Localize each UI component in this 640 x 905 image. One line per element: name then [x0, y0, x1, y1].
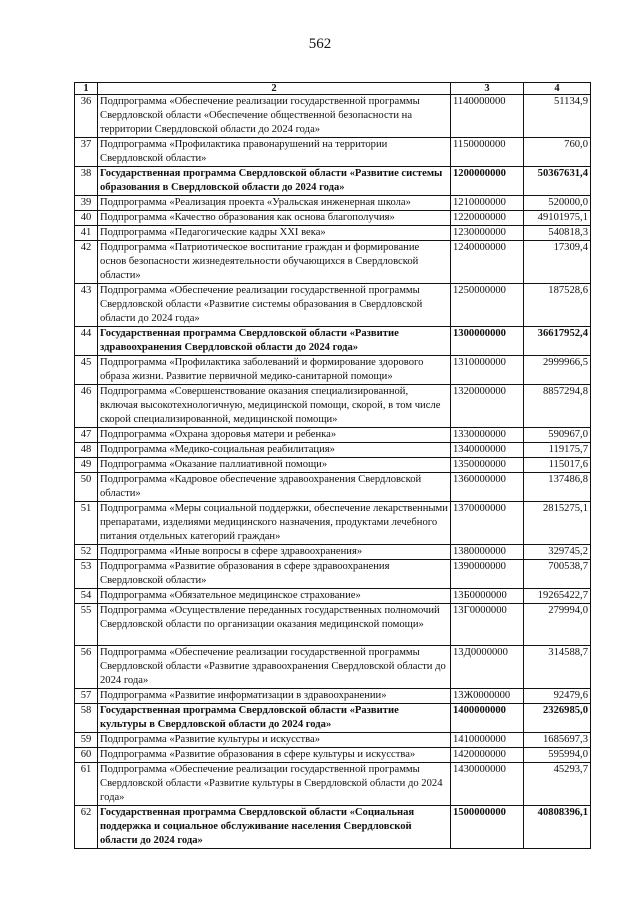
row-amount: 36617952,4 — [524, 327, 591, 356]
row-code: 1250000000 — [451, 284, 524, 327]
row-name: Подпрограмма «Развитие образования в сфере культуры и искусства» — [98, 748, 451, 763]
row-number: 42 — [75, 241, 98, 284]
row-number: 43 — [75, 284, 98, 327]
row-number: 48 — [75, 443, 98, 458]
row-amount: 17309,4 — [524, 241, 591, 284]
row-number: 59 — [75, 733, 98, 748]
row-number: 39 — [75, 196, 98, 211]
table-row — [75, 689, 591, 704]
row-amount: 700538,7 — [524, 560, 591, 589]
table-row — [75, 763, 591, 806]
row-number: 37 — [75, 138, 98, 167]
row-name: Подпрограмма «Реализация проекта «Уральская инженерная школа» — [98, 196, 451, 211]
row-code: 1340000000 — [451, 443, 524, 458]
row-code: 1220000000 — [451, 211, 524, 226]
row-number: 54 — [75, 589, 98, 604]
row-name: Подпрограмма «Развитие информатизации в здравоохранении» — [98, 689, 451, 704]
row-name: Подпрограмма «Обеспечение реализации государственной программы Свердловской области «Развитие здравоохранения Свердловской области до 2024 года» — [98, 646, 451, 689]
row-name: Подпрограмма «Развитие культуры и искусства» — [98, 733, 451, 748]
row-number: 38 — [75, 167, 98, 196]
row-number: 52 — [75, 545, 98, 560]
row-code: 1240000000 — [451, 241, 524, 284]
row-number: 40 — [75, 211, 98, 226]
row-name: Подпрограмма «Обеспечение реализации государственной программы Свердловской области «Развитие системы образования в Свердловской области до 2024 года» — [98, 284, 451, 327]
row-name: Подпрограмма «Развитие образования в сфере здравоохранения Свердловской области» — [98, 560, 451, 589]
row-number: 58 — [75, 704, 98, 733]
row-code: 1310000000 — [451, 356, 524, 385]
table-row — [75, 167, 591, 196]
row-number: 57 — [75, 689, 98, 704]
page-number: 562 — [308, 36, 332, 52]
row-code: 1150000000 — [451, 138, 524, 167]
row-code: 1210000000 — [451, 196, 524, 211]
row-amount: 2999966,5 — [524, 356, 591, 385]
row-number: 44 — [75, 327, 98, 356]
row-name: Подпрограмма «Охрана здоровья матери и ребенка» — [98, 428, 451, 443]
row-code: 1430000000 — [451, 763, 524, 806]
row-name: Подпрограмма «Медико-социальная реабилитация» — [98, 443, 451, 458]
row-amount: 51134,9 — [524, 95, 591, 138]
row-amount: 590967,0 — [524, 428, 591, 443]
row-number: 47 — [75, 428, 98, 443]
table-row — [75, 545, 591, 560]
row-number: 51 — [75, 502, 98, 545]
row-amount: 520000,0 — [524, 196, 591, 211]
table-row — [75, 284, 591, 327]
row-number: 62 — [75, 806, 98, 849]
row-amount: 40808396,1 — [524, 806, 591, 849]
row-name: Подпрограмма «Профилактика правонарушений на территории Свердловской области» — [98, 138, 451, 167]
table-row — [75, 443, 591, 458]
table-row — [75, 704, 591, 733]
row-code: 1410000000 — [451, 733, 524, 748]
budget-table — [74, 82, 591, 849]
row-name: Подпрограмма «Осуществление переданных государственных полномочий Свердловской области по организации оказания медицинской помощи» — [98, 604, 451, 646]
row-amount: 50367631,4 — [524, 167, 591, 196]
table-row — [75, 646, 591, 689]
row-code: 1350000000 — [451, 458, 524, 473]
table-row — [75, 196, 591, 211]
table-row — [75, 589, 591, 604]
row-code: 1330000000 — [451, 428, 524, 443]
row-code: 1320000000 — [451, 385, 524, 428]
table-row — [75, 138, 591, 167]
row-amount: 119175,7 — [524, 443, 591, 458]
row-name: Подпрограмма «Иные вопросы в сфере здравоохранения» — [98, 545, 451, 560]
row-code: 13Г0000000 — [451, 604, 524, 646]
row-code: 1370000000 — [451, 502, 524, 545]
row-code: 1300000000 — [451, 327, 524, 356]
row-number: 55 — [75, 604, 98, 646]
row-code: 1420000000 — [451, 748, 524, 763]
row-code: 1200000000 — [451, 167, 524, 196]
row-name: Подпрограмма «Обязательное медицинское страхование» — [98, 589, 451, 604]
row-name: Подпрограмма «Оказание паллиативной помощи» — [98, 458, 451, 473]
row-code: 13Б0000000 — [451, 589, 524, 604]
row-code: 1230000000 — [451, 226, 524, 241]
row-amount: 2815275,1 — [524, 502, 591, 545]
row-amount: 187528,6 — [524, 284, 591, 327]
row-amount: 45293,7 — [524, 763, 591, 806]
row-name: Государственная программа Свердловской области «Развитие культуры в Свердловской области до 2024 года» — [98, 704, 451, 733]
row-code: 13Д0000000 — [451, 646, 524, 689]
row-amount: 595994,0 — [524, 748, 591, 763]
row-number: 60 — [75, 748, 98, 763]
row-name: Подпрограмма «Профилактика заболеваний и формирование здорового образа жизни. Развитие первичной медико-санитарной помощи» — [98, 356, 451, 385]
table-row — [75, 241, 591, 284]
row-number: 56 — [75, 646, 98, 689]
row-amount: 760,0 — [524, 138, 591, 167]
row-number: 61 — [75, 763, 98, 806]
table-row — [75, 428, 591, 443]
row-number: 45 — [75, 356, 98, 385]
row-amount: 279994,0 — [524, 604, 591, 646]
table-row — [75, 356, 591, 385]
row-amount: 92479,6 — [524, 689, 591, 704]
table-row — [75, 748, 591, 763]
row-amount: 540818,3 — [524, 226, 591, 241]
table-row — [75, 806, 591, 849]
row-name: Подпрограмма «Обеспечение реализации государственной программы Свердловской области «Развитие культуры в Свердловской области до 2024 года» — [98, 763, 451, 806]
row-number: 36 — [75, 95, 98, 138]
row-name: Государственная программа Свердловской области «Развитие здравоохранения Свердловской области до 2024 года» — [98, 327, 451, 356]
row-name: Подпрограмма «Кадровое обеспечение здравоохранения Свердловской области» — [98, 473, 451, 502]
table-row — [75, 226, 591, 241]
table-row — [75, 95, 591, 138]
row-amount: 2326985,0 — [524, 704, 591, 733]
row-code: 1390000000 — [451, 560, 524, 589]
row-amount: 1685697,3 — [524, 733, 591, 748]
row-code: 1400000000 — [451, 704, 524, 733]
row-name: Подпрограмма «Меры социальной поддержки, обеспечение лекарственными препаратами, изделиями медицинского назначения, продуктами лечебного питания отдельных категорий граждан» — [98, 502, 451, 545]
row-amount: 329745,2 — [524, 545, 591, 560]
row-amount: 314588,7 — [524, 646, 591, 689]
column-header-code: 3 — [451, 83, 524, 95]
table-row — [75, 733, 591, 748]
row-code: 13Ж0000000 — [451, 689, 524, 704]
row-code: 1380000000 — [451, 545, 524, 560]
table-row — [75, 604, 591, 646]
row-name: Подпрограмма «Качество образования как основа благополучия» — [98, 211, 451, 226]
row-amount: 49101975,1 — [524, 211, 591, 226]
row-code: 1360000000 — [451, 473, 524, 502]
row-number: 50 — [75, 473, 98, 502]
table-row — [75, 211, 591, 226]
row-code: 1140000000 — [451, 95, 524, 138]
table-row — [75, 385, 591, 428]
column-header-num: 1 — [75, 83, 98, 95]
table-header-row — [75, 83, 591, 95]
row-name: Подпрограмма «Педагогические кадры XXI века» — [98, 226, 451, 241]
column-header-amount: 4 — [524, 83, 591, 95]
table-row — [75, 458, 591, 473]
row-name: Государственная программа Свердловской области «Социальная поддержка и социальное обслуживание населения Свердловской области до 2024 года» — [98, 806, 451, 849]
row-amount: 137486,8 — [524, 473, 591, 502]
row-name: Подпрограмма «Совершенствование оказания специализированной, включая высокотехнологичную, медицинской помощи, скорой, в том числе скорой специализированной, медицинской помощи» — [98, 385, 451, 428]
row-amount: 19265422,7 — [524, 589, 591, 604]
table-row — [75, 327, 591, 356]
row-number: 41 — [75, 226, 98, 241]
table-row — [75, 502, 591, 545]
column-header-name: 2 — [98, 83, 451, 95]
row-amount: 115017,6 — [524, 458, 591, 473]
row-number: 53 — [75, 560, 98, 589]
table-row — [75, 560, 591, 589]
row-code: 1500000000 — [451, 806, 524, 849]
row-amount: 8857294,8 — [524, 385, 591, 428]
row-number: 49 — [75, 458, 98, 473]
row-number: 46 — [75, 385, 98, 428]
row-name: Подпрограмма «Обеспечение реализации государственной программы Свердловской области «Обеспечение общественной безопасности на территории Свердловской области до 2024 года» — [98, 95, 451, 138]
table-row — [75, 473, 591, 502]
row-name: Подпрограмма «Патриотическое воспитание граждан и формирование основ безопасности жизнедеятельности обучающихся в Свердловской области» — [98, 241, 451, 284]
row-name: Государственная программа Свердловской области «Развитие системы образования в Свердловской области до 2024 года» — [98, 167, 451, 196]
